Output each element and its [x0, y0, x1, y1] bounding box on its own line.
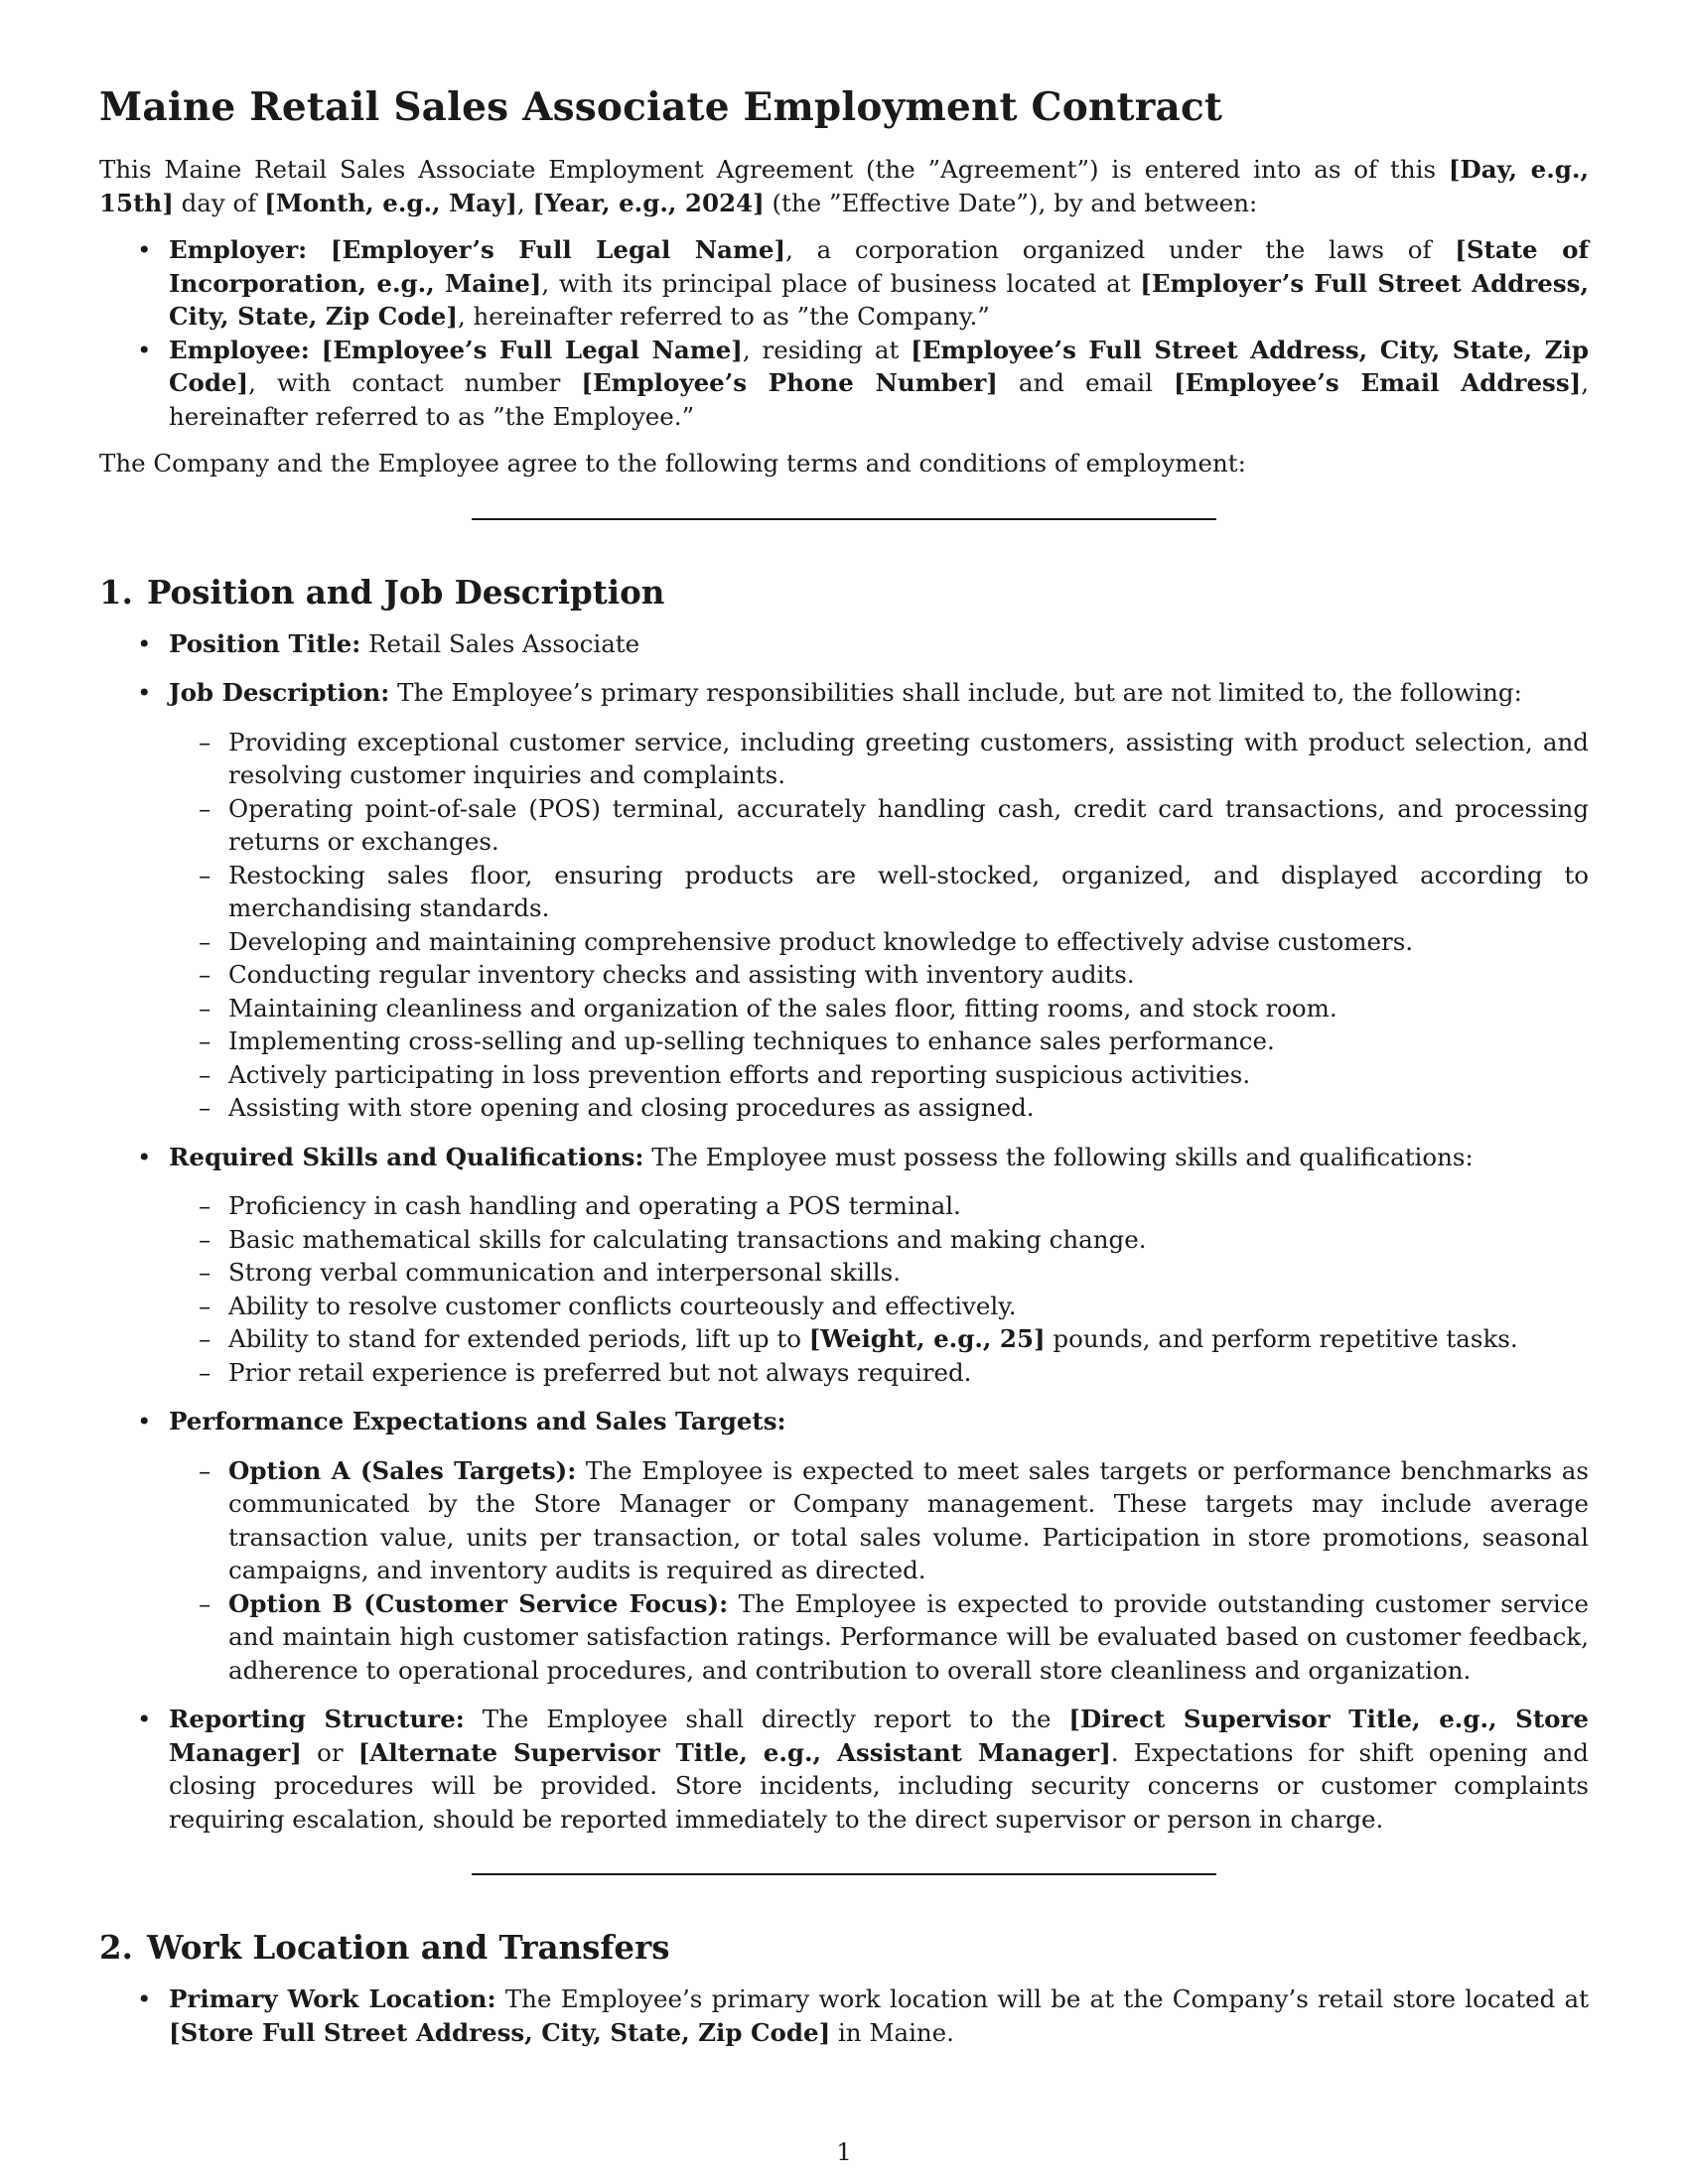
- skills-label: Required Skills and Qualifications:: [169, 1142, 644, 1171]
- employer-text-3: , hereinafter referred to as ”the Company.”: [457, 302, 990, 331]
- section-divider: [472, 1873, 1216, 1875]
- responsibility-item: – Restocking sales floor, ensuring products are well-stocked, organized, and displayed according to merchandising standards.: [169, 859, 1589, 925]
- intro-text-2: day of: [181, 188, 257, 217]
- primary-work-location-label: Primary Work Location:: [169, 1984, 496, 2013]
- section-divider: [472, 518, 1216, 520]
- month-placeholder: [Month, e.g., May]: [264, 188, 517, 217]
- section-2-list: [99, 1982, 1589, 2049]
- skill-item: – Prior retail experience is preferred but not always required.: [169, 1356, 1589, 1390]
- intro-paragraph: [99, 153, 1589, 219]
- location-text-2: in Maine.: [837, 2017, 954, 2047]
- day-placeholder: [Day, e.g., 15th]: [99, 155, 1589, 217]
- job-description-label: Job Description:: [169, 678, 390, 707]
- employee-text-2: , with contact number: [248, 368, 561, 397]
- employer-state-placeholder: [State of Incorporation, e.g., Maine]: [169, 235, 1589, 298]
- employee-address-placeholder: [Employee’s Full Street Address, City, State, Zip Code]: [169, 335, 1589, 397]
- document-title: Maine Retail Sales Associate Employment Contract: [99, 84, 1223, 130]
- responsibility-item: – Actively participating in loss prevention efforts and reporting suspicious activities.: [169, 1058, 1589, 1092]
- supervisor-placeholder: [Direct Supervisor Title, e.g., Store Manager]: [169, 1705, 1589, 1767]
- responsibility-item: – Providing exceptional customer service, including greeting customers, assisting with product selection, and resolving customer inquiries and complaints.: [169, 726, 1589, 792]
- responsibility-item: – Assisting with store opening and closing procedures as assigned.: [169, 1091, 1589, 1125]
- skill-item: – Basic mathematical skills for calculating transactions and making change.: [169, 1223, 1589, 1257]
- reporting-text-2: or: [317, 1737, 344, 1767]
- position-title-label: Position Title:: [169, 628, 361, 658]
- skills-list: [169, 1189, 1589, 1389]
- primary-work-location-item: [99, 1982, 1589, 2049]
- reporting-structure-label: Reporting Structure:: [169, 1705, 465, 1733]
- agreement-statement: The Company and the Employee agree to the following terms and conditions of employment:: [99, 449, 1246, 478]
- responsibility-item: – Operating point-of-sale (POS) terminal, accurately handling cash, credit card transactions, and processing returns or exchanges.: [169, 792, 1589, 859]
- skill-item: – Ability to resolve customer conflicts courteously and effectively.: [169, 1290, 1589, 1323]
- employee-label: Employee:: [169, 335, 310, 364]
- position-title-item: [99, 627, 1589, 661]
- page-number: 1: [836, 2137, 852, 2166]
- employee-text-4: , hereinafter referred to as ”the Employee.”: [169, 368, 1590, 431]
- skill-item: – Strong verbal communication and interpersonal skills.: [169, 1256, 1589, 1290]
- employer-text-2: , with its principal place of business located at: [541, 268, 1131, 298]
- section-2-number: 2.: [99, 1928, 133, 1967]
- option-a-item: [169, 1454, 1589, 1587]
- responsibility-item: – Conducting regular inventory checks and assisting with inventory audits.: [169, 958, 1589, 992]
- reporting-text-3: . Expectations for shift opening and closing procedures will be provided. Store incidents, including security concerns or customer complaints requiring escalation, should be reported immediately to the direct supervisor or person in charge.: [169, 1737, 1589, 1834]
- employee-email-placeholder: [Employee’s Email Address]: [1174, 368, 1582, 397]
- store-address-placeholder: [Store Full Street Address, City, State, Zip Code]: [169, 2017, 831, 2047]
- option-a-text: The Employee is expected to meet sales targets or performance benchmarks as communicated by the Store Manager or Company management. These targets may include average transaction value, units per transaction, or total sales volume. Participation in store promotions, seasonal campaigns, and inventory audits is required as directed.: [228, 1455, 1589, 1584]
- employee-text-1: , residing at: [742, 335, 900, 364]
- year-placeholder: [Year, e.g., 2024]: [532, 188, 765, 217]
- employer-item: [99, 233, 1589, 334]
- section-1-title: Position and Job Description: [146, 572, 665, 612]
- performance-options-list: [169, 1454, 1589, 1688]
- intro-comma: ,: [516, 188, 525, 217]
- option-b-label: Option B (Customer Service Focus):: [228, 1588, 729, 1618]
- responsibility-item: – Implementing cross-selling and up-selling techniques to enhance sales performance.: [169, 1024, 1589, 1058]
- skill-item-weight: [169, 1322, 1589, 1356]
- weight-text-1: Ability to stand for extended periods, lift up to: [228, 1324, 801, 1353]
- weight-placeholder: [Weight, e.g., 25]: [808, 1324, 1046, 1353]
- section-2-title: Work Location and Transfers: [146, 1928, 670, 1967]
- skills-text: The Employee must possess the following skills and qualifications:: [651, 1142, 1474, 1171]
- employer-address-placeholder: [Employer’s Full Street Address, City, State, Zip Code]: [169, 268, 1589, 331]
- location-text-1: The Employee’s primary work location will be at the Company’s retail store located at: [504, 1984, 1589, 2013]
- parties-list: [99, 233, 1589, 433]
- section-1-number: 1.: [99, 572, 133, 612]
- performance-label: Performance Expectations and Sales Targets:: [169, 1407, 786, 1435]
- skills-item: [99, 1141, 1589, 1390]
- document-page: [99, 83, 1589, 2063]
- employer-label: Employer:: [169, 235, 308, 264]
- option-b-text: The Employee is expected to provide outstanding customer service and maintain high customer satisfaction ratings. Performance will be evaluated based on customer feedback, adherence to operational procedures, and contribution to overall store cleanliness and organization.: [228, 1588, 1589, 1685]
- position-title-value: Retail Sales Associate: [368, 628, 640, 658]
- section-2-heading: [99, 1927, 1589, 1969]
- employee-item: [99, 334, 1589, 434]
- intro-text-3: (the ”Effective Date”), by and between:: [772, 188, 1258, 217]
- responsibilities-list: [169, 726, 1589, 1125]
- performance-item: [99, 1405, 1589, 1687]
- section-1-heading: [99, 572, 1589, 614]
- section-1-list: [99, 627, 1589, 1837]
- responsibility-item: – Developing and maintaining comprehensive product knowledge to effectively advise customers.: [169, 925, 1589, 959]
- employee-name-placeholder: [Employee’s Full Legal Name]: [321, 335, 743, 364]
- weight-text-2: pounds, and perform repetitive tasks.: [1053, 1324, 1518, 1353]
- employer-text-1: , a corporation organized under the laws of: [785, 235, 1432, 264]
- option-a-label: Option A (Sales Targets):: [228, 1455, 577, 1485]
- reporting-text-1: The Employee shall directly report to the: [482, 1705, 1052, 1733]
- employee-text-3: and email: [1018, 368, 1153, 397]
- reporting-structure-item: [99, 1703, 1589, 1836]
- job-description-item: [99, 676, 1589, 1125]
- alternate-supervisor-placeholder: [Alternate Supervisor Title, e.g., Assistant Manager]: [357, 1737, 1111, 1767]
- intro-text-1: This Maine Retail Sales Associate Employment Agreement (the ”Agreement”) is entered into as of this: [99, 155, 1437, 184]
- employee-phone-placeholder: [Employee’s Phone Number]: [581, 368, 998, 397]
- job-description-text: The Employee’s primary responsibilities shall include, but are not limited to, the following:: [397, 678, 1522, 707]
- employer-name-placeholder: [Employer’s Full Legal Name]: [330, 235, 786, 264]
- skill-item: – Proficiency in cash handling and operating a POS terminal.: [169, 1189, 1589, 1223]
- responsibility-item: – Maintaining cleanliness and organization of the sales floor, fitting rooms, and stock room.: [169, 992, 1589, 1025]
- option-b-item: [169, 1587, 1589, 1688]
